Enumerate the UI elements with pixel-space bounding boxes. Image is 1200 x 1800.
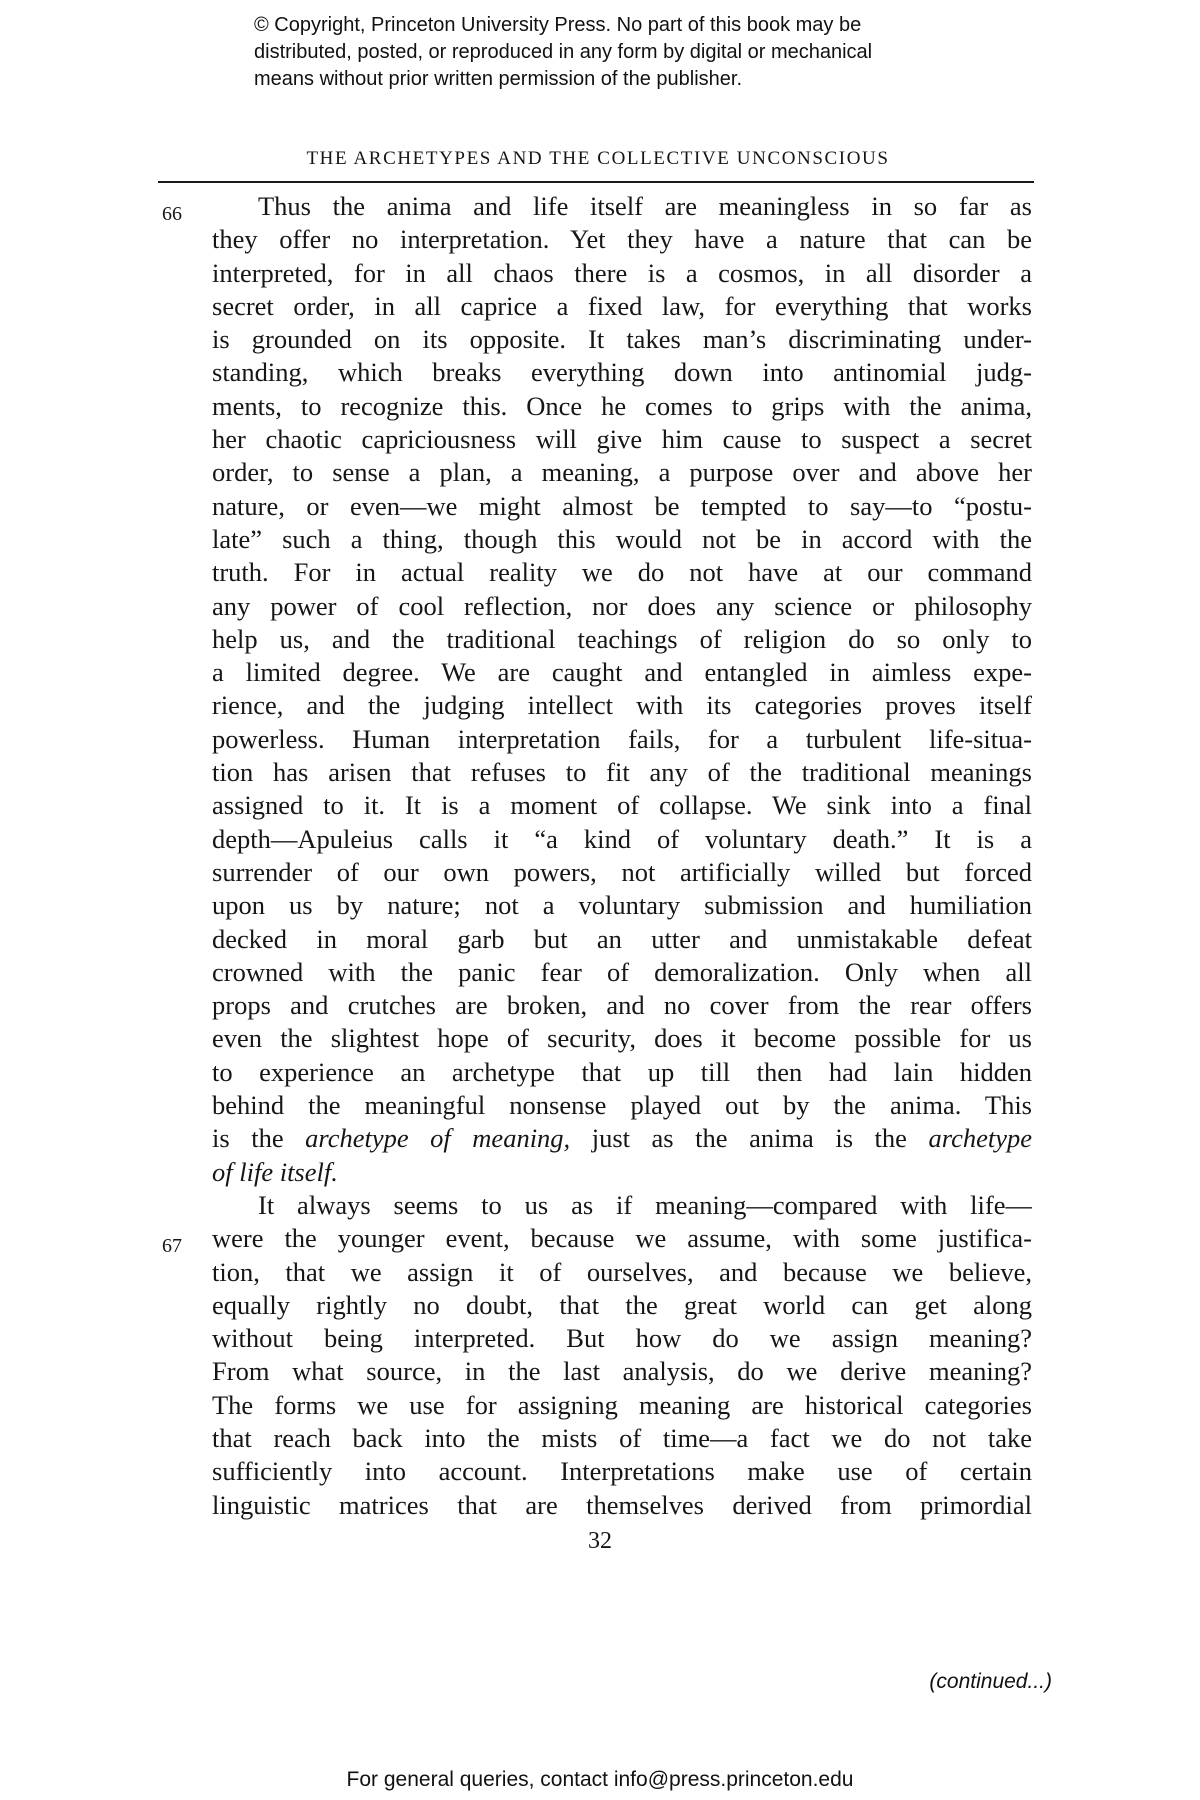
text-line: ments, to recognize this. Once he comes to grips with the anima, xyxy=(212,390,1032,421)
text-line: even the slightest hope of security, does it become possible for us xyxy=(212,1023,1032,1054)
body-text xyxy=(162,190,1032,1522)
text-line: any power of cool reflection, nor does any science or philosophy xyxy=(212,590,1032,621)
text-line: they offer no interpretation. Yet they have a nature that can be xyxy=(212,224,1032,255)
text-line: surrender of our own powers, not artificially willed but forced xyxy=(212,856,1032,887)
text-line: order, to sense a plan, a meaning, a purpose over and above her xyxy=(212,457,1032,488)
copyright-line: © Copyright, Princeton University Press. No part of this book may be xyxy=(254,14,862,36)
paragraph-number: 66 xyxy=(162,203,182,225)
text-line: From what source, in the last analysis, do we derive meaning? xyxy=(212,1356,1032,1387)
text-line: linguistic matrices that are themselves derived from primordial xyxy=(212,1489,1032,1520)
text-line: tion, that we assign it of ourselves, and because we believe, xyxy=(212,1256,1032,1287)
text-run: just as the anima is the xyxy=(570,1123,929,1154)
text-line: upon us by nature; not a voluntary submission and humiliation xyxy=(212,890,1032,921)
text-line: depth—Apuleius calls it “a kind of voluntary death.” It is a xyxy=(212,823,1032,854)
text-line: assigned to it. It is a moment of collapse. We sink into a final xyxy=(212,790,1032,821)
text-line: were the younger event, because we assume, with some justifica- xyxy=(212,1223,1032,1254)
running-head: THE ARCHETYPES AND THE COLLECTIVE UNCONSCIOUS xyxy=(306,148,890,169)
text-line: that reach back into the mists of time—a fact we do not take xyxy=(212,1422,1032,1453)
text-line-with-italics xyxy=(212,1122,1032,1155)
italic-run: of life itself. xyxy=(212,1156,338,1187)
text-line: late” such a thing, though this would not be in accord with the xyxy=(212,523,1032,554)
text-line: her chaotic capriciousness will give him cause to suspect a secret xyxy=(212,424,1032,455)
text-line: to experience an archetype that up till then had lain hidden xyxy=(212,1056,1032,1087)
text-line: a limited degree. We are caught and entangled in aimless expe- xyxy=(212,657,1032,688)
copyright-line: means without prior written permission of the publisher. xyxy=(254,68,743,90)
text-line: truth. For in actual reality we do not have at our command xyxy=(212,557,1032,588)
text-line: secret order, in all caprice a fixed law, for everything that works xyxy=(212,290,1032,321)
text-line: nature, or even—we might almost be tempted to say—to “postu- xyxy=(212,490,1032,521)
text-line: without being interpreted. But how do we assign meaning? xyxy=(212,1323,1032,1354)
text-line: crowned with the panic fear of demoralization. Only when all xyxy=(212,956,1032,987)
text-line: is grounded on its opposite. It takes man’s discriminating under- xyxy=(212,324,1032,355)
footer-contact: For general queries, contact info@press.princeton.edu xyxy=(346,1768,854,1791)
text-line: standing, which breaks everything down into antinomial judg- xyxy=(212,357,1032,388)
text-line: props and crutches are broken, and no cover from the rear offers xyxy=(212,990,1032,1021)
copyright-notice xyxy=(254,12,1014,93)
text-line: help us, and the traditional teachings of religion do so only to xyxy=(212,623,1032,654)
italic-run: archetype xyxy=(928,1123,1032,1154)
text-line: behind the meaningful nonsense played out by the anima. This xyxy=(212,1090,1032,1121)
text-run: is the xyxy=(212,1123,306,1154)
copyright-line: distributed, posted, or reproduced in any form by digital or mechanical xyxy=(254,41,873,63)
text-line: interpreted, for in all chaos there is a cosmos, in all disorder a xyxy=(212,257,1032,288)
text-line: sufficiently into account. Interpretations make use of certain xyxy=(212,1456,1032,1487)
text-line: It always seems to us as if meaning—compared with life— xyxy=(258,1189,1032,1220)
text-line: Thus the anima and life itself are meaningless in so far as xyxy=(258,191,1032,221)
paragraph-number: 67 xyxy=(162,1235,182,1257)
text-line: rience, and the judging intellect with its categories proves itself xyxy=(212,690,1032,721)
text-line: powerless. Human interpretation fails, for a turbulent life-situa- xyxy=(212,723,1032,754)
text-line: decked in moral garb but an utter and unmistakable defeat xyxy=(212,923,1032,954)
italic-run: archetype of meaning, xyxy=(305,1123,571,1154)
text-line: equally rightly no doubt, that the great world can get along xyxy=(212,1289,1032,1320)
text-line: tion has arisen that refuses to fit any of the traditional meanings xyxy=(212,757,1032,788)
header-rule xyxy=(158,181,1034,183)
text-line: The forms we use for assigning meaning are historical categories xyxy=(212,1389,1032,1420)
continued-label: (continued...) xyxy=(929,1670,1052,1693)
page-number: 32 xyxy=(588,1528,612,1554)
text-line xyxy=(212,1156,1032,1189)
